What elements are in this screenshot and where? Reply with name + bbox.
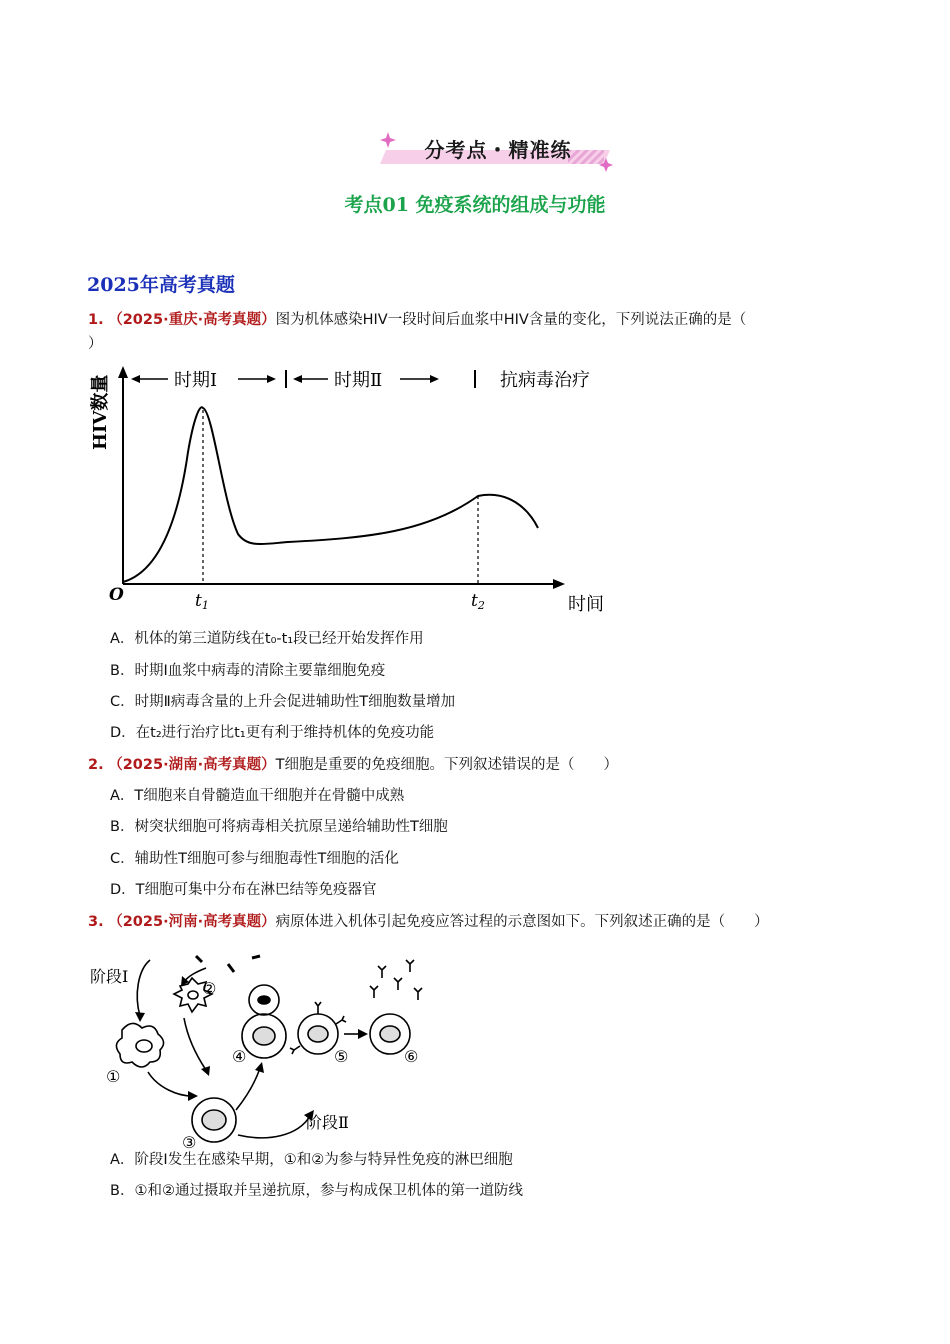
banner-text: 分考点・精准练 — [424, 138, 572, 162]
question-1 — [88, 308, 863, 356]
question-stem: 图为机体感染HIV一段时间后血浆中HIV含量的变化，下列说法正确的是（ — [275, 312, 747, 328]
label-4: ④ — [232, 1047, 247, 1066]
q3-option-a[interactable]: A．阶段Ⅰ发生在感染早期，①和②为参与特异性免疫的淋巴细胞 — [110, 1152, 513, 1168]
q2-option-c[interactable]: C．辅助性T细胞可参与细胞毒性T细胞的活化 — [110, 851, 399, 867]
section-banner — [378, 128, 618, 172]
period-2-label: 时期Ⅱ — [334, 370, 383, 391]
q2-option-d[interactable]: D．T细胞可集中分布在淋巴结等免疫器官 — [110, 882, 377, 898]
question-2 — [88, 753, 863, 777]
question-number: 3. — [88, 914, 104, 930]
q1-option-d[interactable]: D．在t₂进行治疗比t₁更有利于维持机体的免疫功能 — [110, 725, 435, 741]
q1-option-c[interactable]: C．时期Ⅱ病毒含量的上升会促进辅助性T细胞数量增加 — [110, 694, 456, 710]
x-axis-label: 时间 — [568, 594, 604, 615]
q3-option-b[interactable]: B．①和②通过摄取并呈递抗原，参与构成保卫机体的第一道防线 — [110, 1183, 523, 1199]
y-axis-label: HIV数量 — [90, 374, 111, 450]
arrow-right-icon — [267, 375, 276, 383]
section-title: 考点01 免疫系统的组成与功能 — [344, 194, 606, 216]
question-source: （2025·重庆·高考真题） — [108, 312, 276, 328]
hiv-curve — [123, 407, 538, 582]
x-axis-arrow-icon — [553, 579, 565, 589]
label-6: ⑥ — [404, 1047, 419, 1066]
macrophage-cell — [116, 1023, 163, 1067]
y-axis-arrow-icon — [118, 366, 128, 378]
question-stem-end: ） — [88, 336, 103, 352]
q1-option-a[interactable]: A．机体的第三道防线在t₀-t₁段已经开始发挥作用 — [110, 631, 424, 647]
q2-option-a[interactable]: A．T细胞来自骨髓造血干细胞并在骨髓中成熟 — [110, 788, 405, 804]
origin-label: O — [109, 585, 124, 605]
stage-1-label: 阶段Ⅰ — [90, 967, 129, 986]
label-5: ⑤ — [334, 1047, 349, 1066]
question-source: （2025·河南·高考真题） — [108, 914, 276, 930]
year-title: 2025年高考真题 — [87, 274, 235, 296]
t1-label: t1 — [195, 591, 209, 612]
question-stem: T细胞是重要的免疫细胞。下列叙述错误的是（ ） — [275, 757, 618, 773]
label-3: ③ — [182, 1133, 197, 1150]
arrow-right-icon — [430, 375, 439, 383]
question-number: 2. — [88, 757, 104, 773]
question-number: 1. — [88, 312, 104, 328]
question-3 — [88, 910, 863, 934]
treatment-label: 抗病毒治疗 — [500, 370, 590, 391]
question-source: （2025·湖南·高考真题） — [108, 757, 276, 773]
stage-2-label: 阶段Ⅱ — [306, 1113, 349, 1132]
t2-label: t2 — [471, 591, 485, 612]
question-stem: 病原体进入机体引起免疫应答过程的示意图如下。下列叙述正确的是（ ） — [275, 914, 769, 930]
q2-option-b[interactable]: B．树突状细胞可将病毒相关抗原呈递给辅助性T细胞 — [110, 819, 448, 835]
q1-option-b[interactable]: B．时期Ⅰ血浆中病毒的清除主要靠细胞免疫 — [110, 663, 386, 679]
arrow-left-icon — [293, 375, 302, 383]
period-1-label: 时期Ⅰ — [174, 370, 218, 391]
label-1: ① — [106, 1067, 121, 1086]
label-2: ② — [202, 979, 217, 998]
hiv-curve-figure — [88, 362, 628, 618]
arrow-left-icon — [131, 375, 140, 383]
immune-response-diagram — [88, 950, 448, 1150]
